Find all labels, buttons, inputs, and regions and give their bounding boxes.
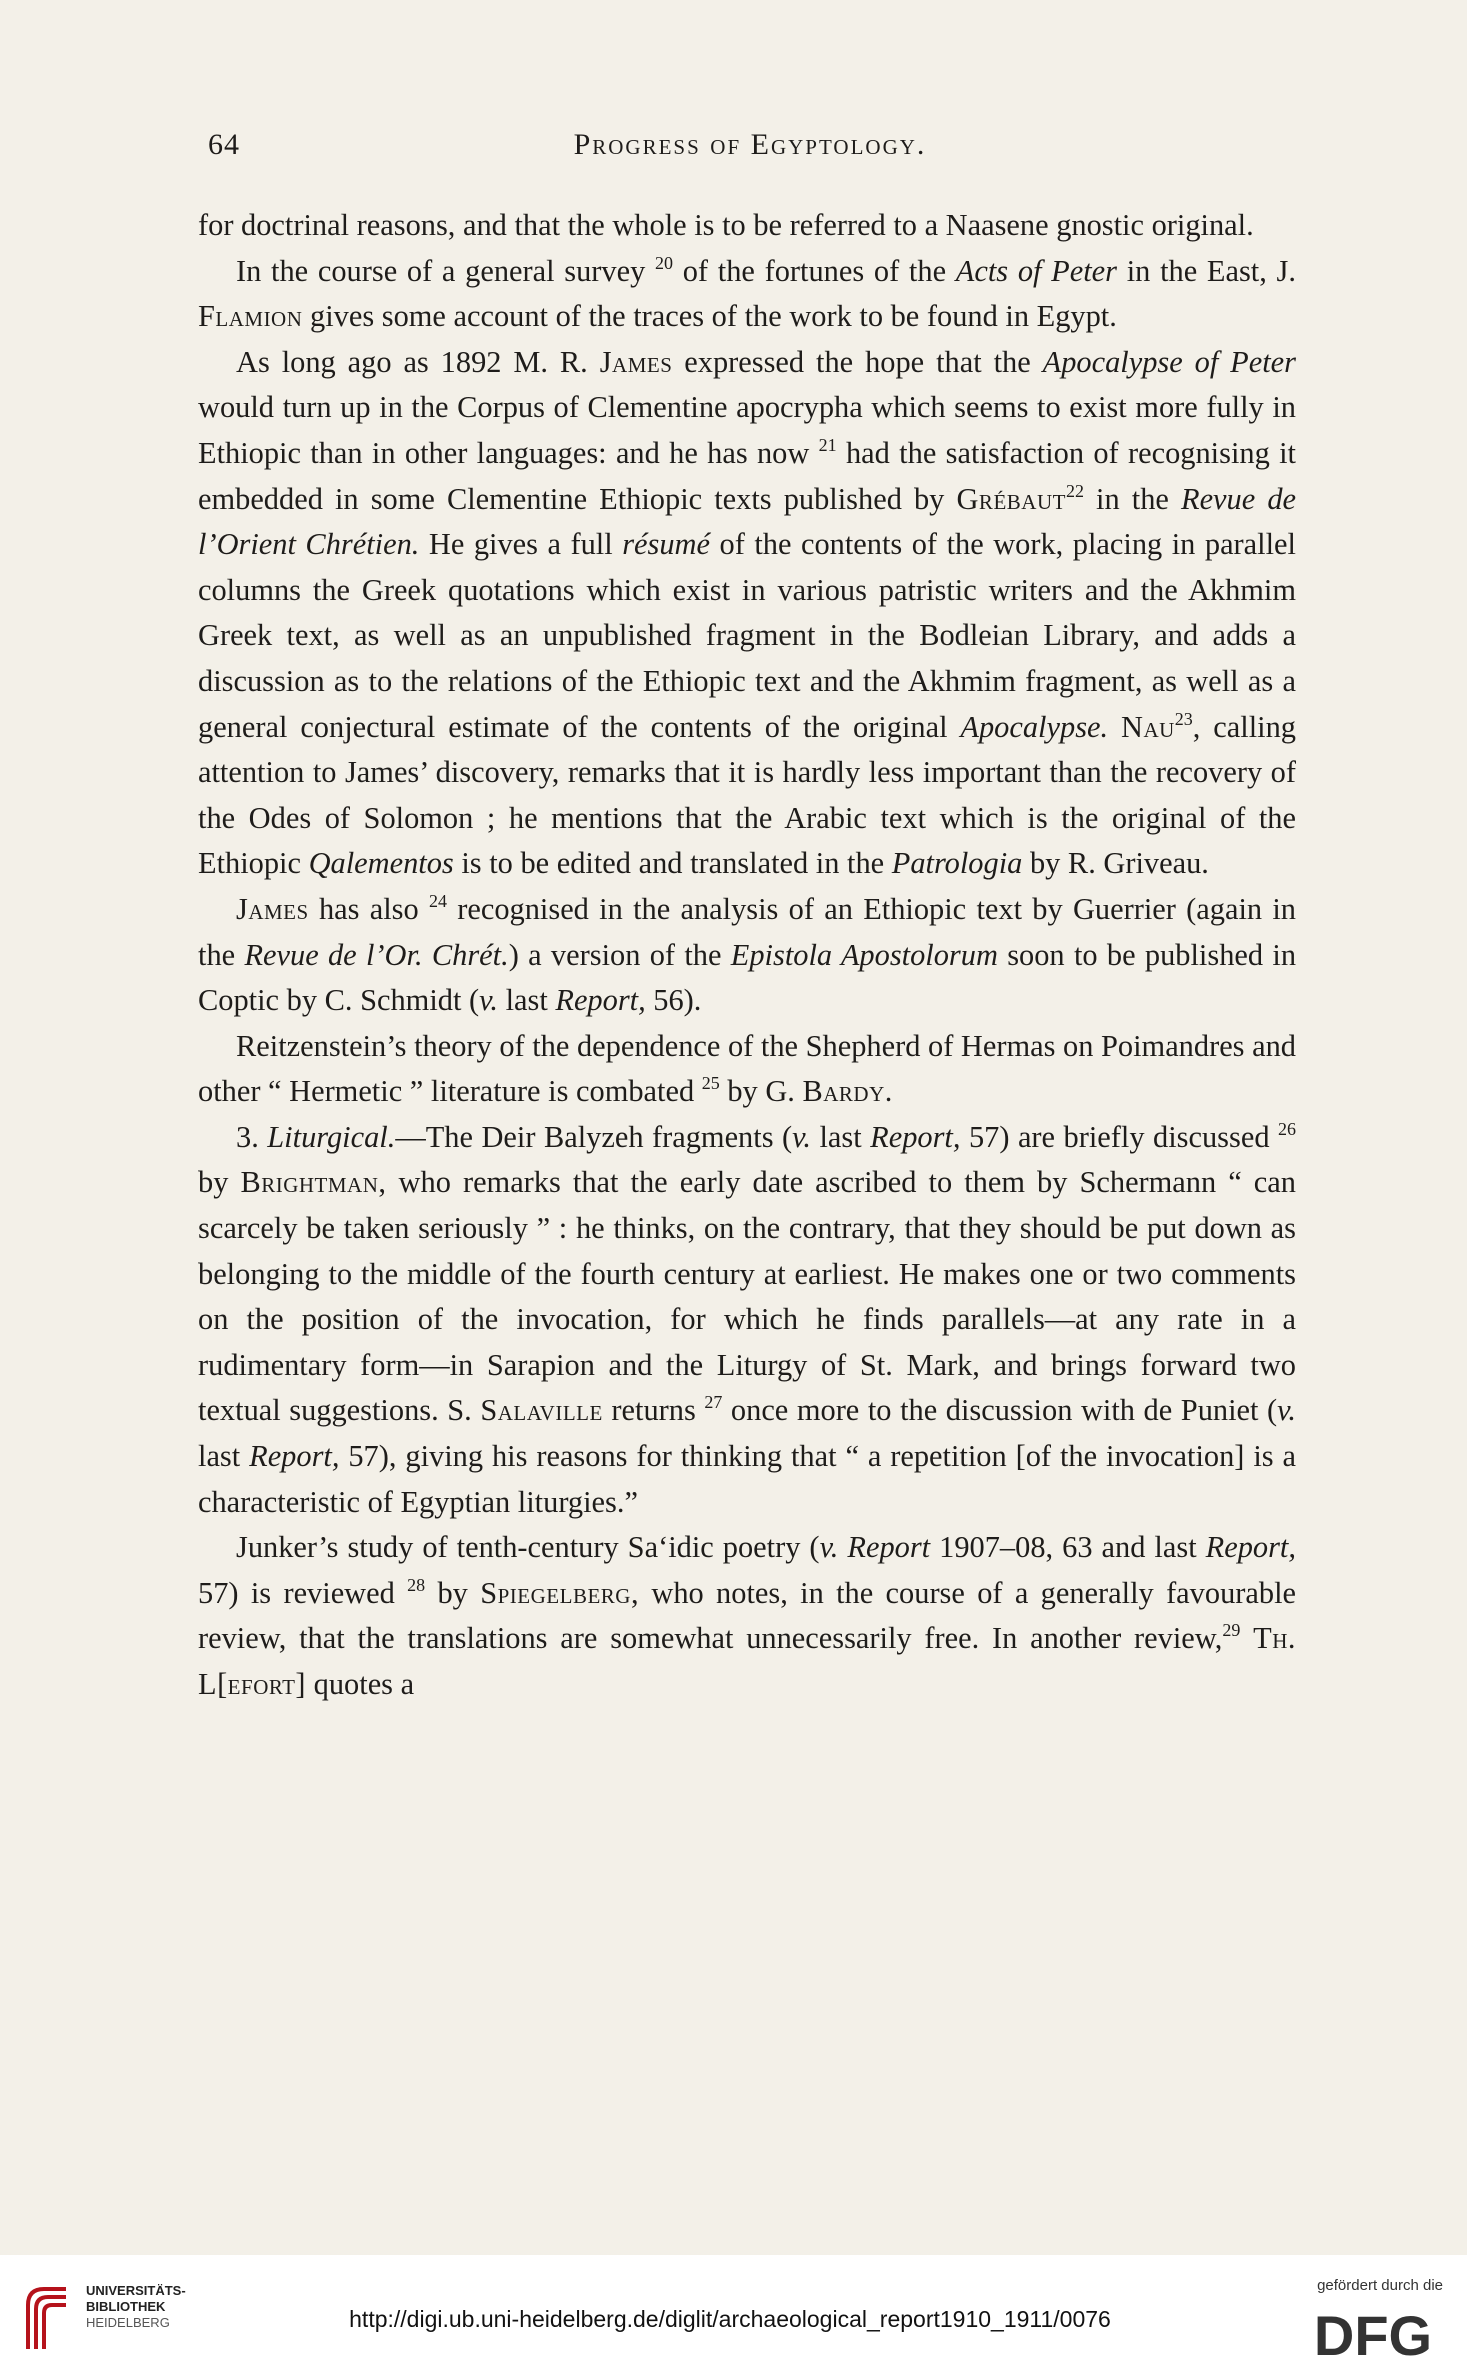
viewer-footer bbox=[0, 2255, 1467, 2380]
footnote-ref[interactable]: 22 bbox=[1065, 480, 1084, 501]
paragraph: As long ago as 1892 M. R. James expressed the hope that the Apocalypse of Peter would turn up in the Corpus of Clementine apocrypha which seems to exist more fully in Ethiopic than in other languages: and he has now $^{21}$ had the satisfaction of recognising it embedded in some Clementine Ethiopic texts published by Grébaut$^{22}$ in the Revue de l’Orient Chrétien. He gives a full résumé of the contents of the work, placing in parallel columns the Greek quotations which exist in various patristic writers and the Akhmim Greek text, as well as an unpublished fragment in the Bodleian Library, and adds a discussion as to the relations of the Ethiopic text and the Akhmim fragment, as well as a general conjectural estimate of the contents of the original Apocalypse. Nau$^{23}$, calling attention to James’ discovery, remarks that it is hardly less important than the recovery of the Odes of Solomon ; he mentions that the Arabic text which is the original of the Ethiopic Qalementos is to be edited and translated in the Patrologia by R. Griveau. bbox=[198, 344, 1297, 881]
paragraph: In the course of a general survey $^{20}$ of the fortunes of the Acts of Peter in the East, J. Flamion gives some account of the traces of the work to be found in Egypt. bbox=[198, 252, 1296, 334]
footnote-ref[interactable]: 28 bbox=[407, 1574, 426, 1595]
dfg-logo-icon bbox=[1303, 2303, 1443, 2363]
body-text bbox=[198, 203, 1296, 1708]
running-title: Progress of Egyptology. bbox=[573, 128, 927, 161]
page-number: 64 bbox=[208, 128, 240, 161]
source-url-link[interactable]: http://digi.ub.uni-heidelberg.de/diglit/archaeological_report1910_1911/0076 bbox=[349, 2306, 1111, 2332]
page-header bbox=[200, 128, 1300, 168]
paragraph: for doctrinal reasons, and that the whole is to be referred to a Naasene gnostic original. bbox=[198, 208, 1254, 242]
footnote-ref[interactable]: 26 bbox=[1278, 1118, 1296, 1139]
footnote-ref[interactable]: 24 bbox=[428, 890, 447, 911]
footnote-ref[interactable]: 25 bbox=[701, 1073, 720, 1094]
paragraph: Reitzenstein’s theory of the dependence of the Shepherd of Hermas on Poimandres and other “ Hermetic ” literature is combated $^{25}$ by G. Bardy. bbox=[198, 1028, 1296, 1109]
footnote-ref[interactable]: 21 bbox=[818, 434, 837, 455]
funding-note: gefördert durch die bbox=[1317, 2277, 1443, 2294]
paragraph: 3. Liturgical.—The Deir Balyzeh fragments (v. last Report, 57) are briefly discussed $^{26}$ by Brightman, who remarks that the early date ascribed to them by Schermann “ can scarcely be taken seriously ” : he thinks, on the contrary, that they should be put down as belonging to the middle of the fourth century at earliest. He makes one or two comments on the position of the invocation, for which he finds parallels—at any rate in a rudimentary form—in Sarapion and the Liturgy of St. Mark, and brings forward two textual suggestions. S. Salaville returns $^{27}$ once more to the discussion with de Puniet (v. last Report, 57), giving his reasons for thinking that “ a repetition [of the invocation] is a characteristic of Egyptian liturgies.” bbox=[198, 1118, 1296, 1519]
paragraph: Junker’s study of tenth-century Sa‘idic poetry (v. Report 1907–08, 63 and last Report, 57) is reviewed $^{28}$ by Spiegelberg, who notes, in the course of a generally favourable review, that the translations are somewhat unnecessarily free. In another review,$^{29}$ Th. L[efort] quotes a bbox=[198, 1530, 1296, 1701]
paragraph: James has also $^{24}$ recognised in the analysis of an Ethiopic text by Guerrier (again in the Revue de l’Or. Chrét.) a version of the Epistola Apostolorum soon to be published in Coptic by C. Schmidt (v. last Report, 56). bbox=[198, 890, 1297, 1018]
university-library-name: UNIVERSITÄTS- BIBLIOTHEK HEIDELBERG bbox=[86, 2283, 186, 2330]
svg-text:DFG: DFG bbox=[1313, 2304, 1433, 2363]
footnote-ref[interactable]: 20 bbox=[655, 252, 674, 273]
university-library-logo-icon bbox=[20, 2277, 75, 2357]
footnote-ref[interactable]: 29 bbox=[1222, 1620, 1241, 1641]
footnote-ref[interactable]: 27 bbox=[704, 1392, 723, 1413]
footnote-ref[interactable]: 23 bbox=[1174, 708, 1193, 729]
